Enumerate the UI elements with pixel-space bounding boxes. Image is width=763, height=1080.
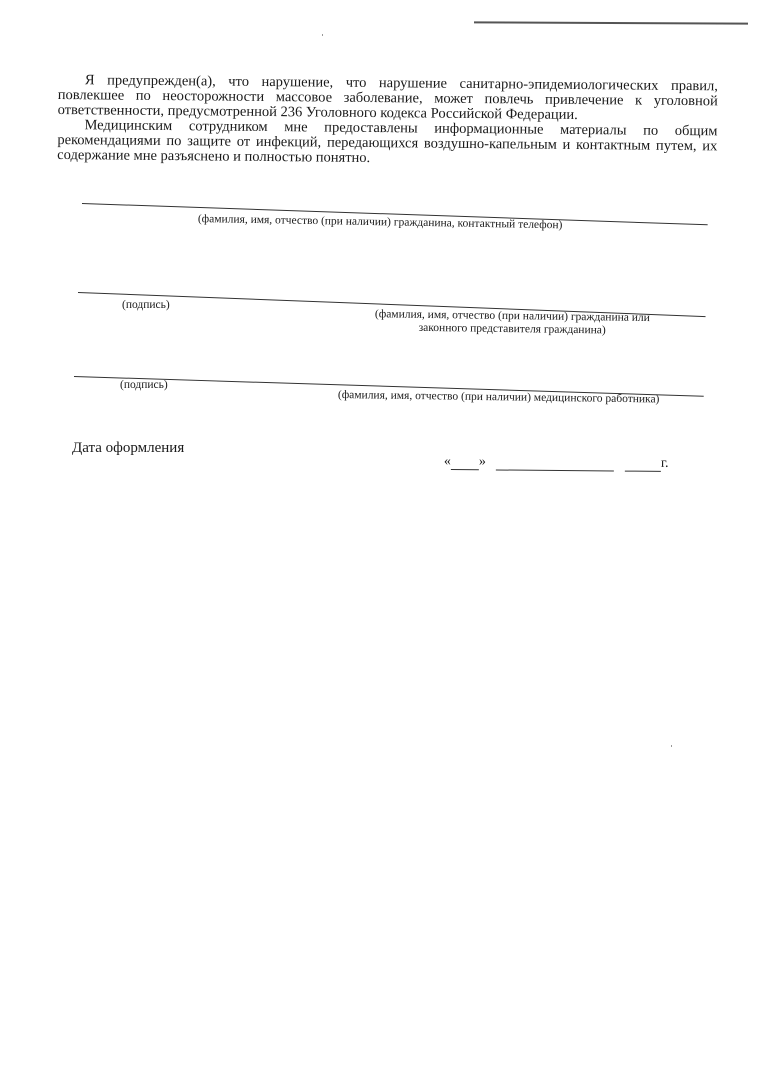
signature-caption: (подпись): [120, 379, 168, 391]
day-blank[interactable]: [451, 457, 479, 470]
year-suffix: г.: [660, 455, 669, 471]
date-label: Дата оформления: [72, 440, 185, 456]
signature-caption: (подпись): [122, 299, 170, 311]
scan-speck: [671, 745, 672, 747]
acknowledgement-text: [57, 73, 718, 169]
paragraph-warning: Я предупрежден(а), что нарушение, что нарушение санитарно-эпидемиологических правил, повлекшее по неосторожности массовое заболевание, может повлечь привлечение к уголовной ответственности, предусмотренной 236 Уголовного кодекса Российской Федерации.: [57, 72, 718, 123]
representative-caption: [360, 308, 665, 338]
representative-caption-line2: законного представителя гражданина): [418, 321, 606, 337]
year-blank[interactable]: [625, 459, 661, 472]
representative-caption-line1: (фамилия, имя, отчество (при наличии) гражданина или: [374, 308, 650, 325]
date-close-quote: »: [478, 454, 486, 470]
medic-name-caption: (фамилия, имя, отчество (при наличии) медицинского работника): [337, 389, 660, 406]
date-open-quote: «: [443, 454, 451, 470]
date-field: [444, 454, 669, 472]
scan-speck: [322, 34, 323, 36]
month-blank[interactable]: [495, 457, 613, 471]
citizen-name-caption: (фамилия, имя, отчество (при наличии) гражданина, контактный телефон): [197, 213, 563, 232]
scan-edge-line: [474, 21, 748, 24]
paragraph-materials: Медицинским сотрудником мне предоставлены информационные материалы по общим рекомендациями по защите от инфекций, передающихся воздушно-капельным и контактным путем, их содержание мне разъяснено и полностью понятно.: [57, 117, 718, 167]
